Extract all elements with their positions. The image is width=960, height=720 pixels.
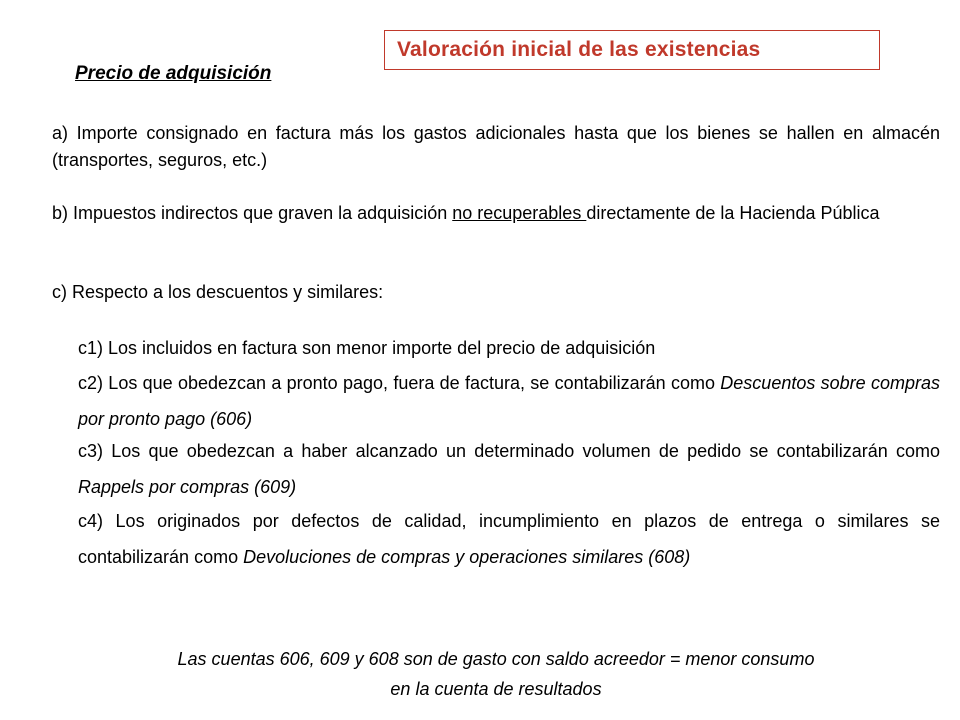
item-c bbox=[52, 279, 940, 306]
item-a bbox=[52, 120, 940, 174]
item-b-after: directamente de la Hacienda Pública bbox=[586, 203, 880, 223]
subitem-c1 bbox=[78, 330, 940, 366]
title-box bbox=[384, 30, 880, 70]
item-a-text: a) Importe consignado en factura más los gastos adicionales hasta que los bienes se hallen en almacén (transportes, seguros, etc.) bbox=[52, 123, 940, 170]
item-b bbox=[52, 200, 940, 227]
subitem-c2-before: c2) Los que obedezcan a pronto pago, fuera de factura, se contabilizarán como bbox=[78, 373, 721, 393]
item-b-before: b) Impuestos indirectos que graven la adquisición bbox=[52, 203, 453, 223]
subitem-c3-before: c3) Los que obedezcan a haber alcanzado un determinado volumen de pedido se contabilizarán como bbox=[78, 441, 940, 461]
item-b-underlined: no recuperables bbox=[452, 203, 587, 223]
subitem-c2-account: Descuentos sobre compras por pronto pago (606) bbox=[78, 373, 940, 429]
section-subtitle: Precio de adquisición bbox=[75, 63, 272, 84]
subitem-c4-account: Devoluciones de compras y operaciones similares (608) bbox=[243, 547, 691, 567]
subitem-c4-before: c4) Los originados por defectos de calidad, incumplimiento en plazos de entrega o similares se contabilizarán como bbox=[78, 511, 940, 567]
subitem-c3-account: Rappels por compras (609) bbox=[78, 477, 297, 497]
item-c-text: c) Respecto a los descuentos y similares: bbox=[52, 282, 384, 302]
subitem-c1-text: c1) Los incluidos en factura son menor importe del precio de adquisición bbox=[78, 338, 656, 358]
footer-line-2: en la cuenta de resultados bbox=[390, 679, 602, 699]
subitem-c3 bbox=[78, 433, 940, 505]
subitem-c4 bbox=[78, 503, 940, 575]
page-title: Valoración inicial de las existencias bbox=[397, 38, 761, 61]
footer-line-1: Las cuentas 606, 609 y 608 son de gasto con saldo acreedor = menor consumo bbox=[177, 649, 815, 669]
subitem-c2 bbox=[78, 365, 940, 437]
footer-note bbox=[52, 644, 940, 704]
